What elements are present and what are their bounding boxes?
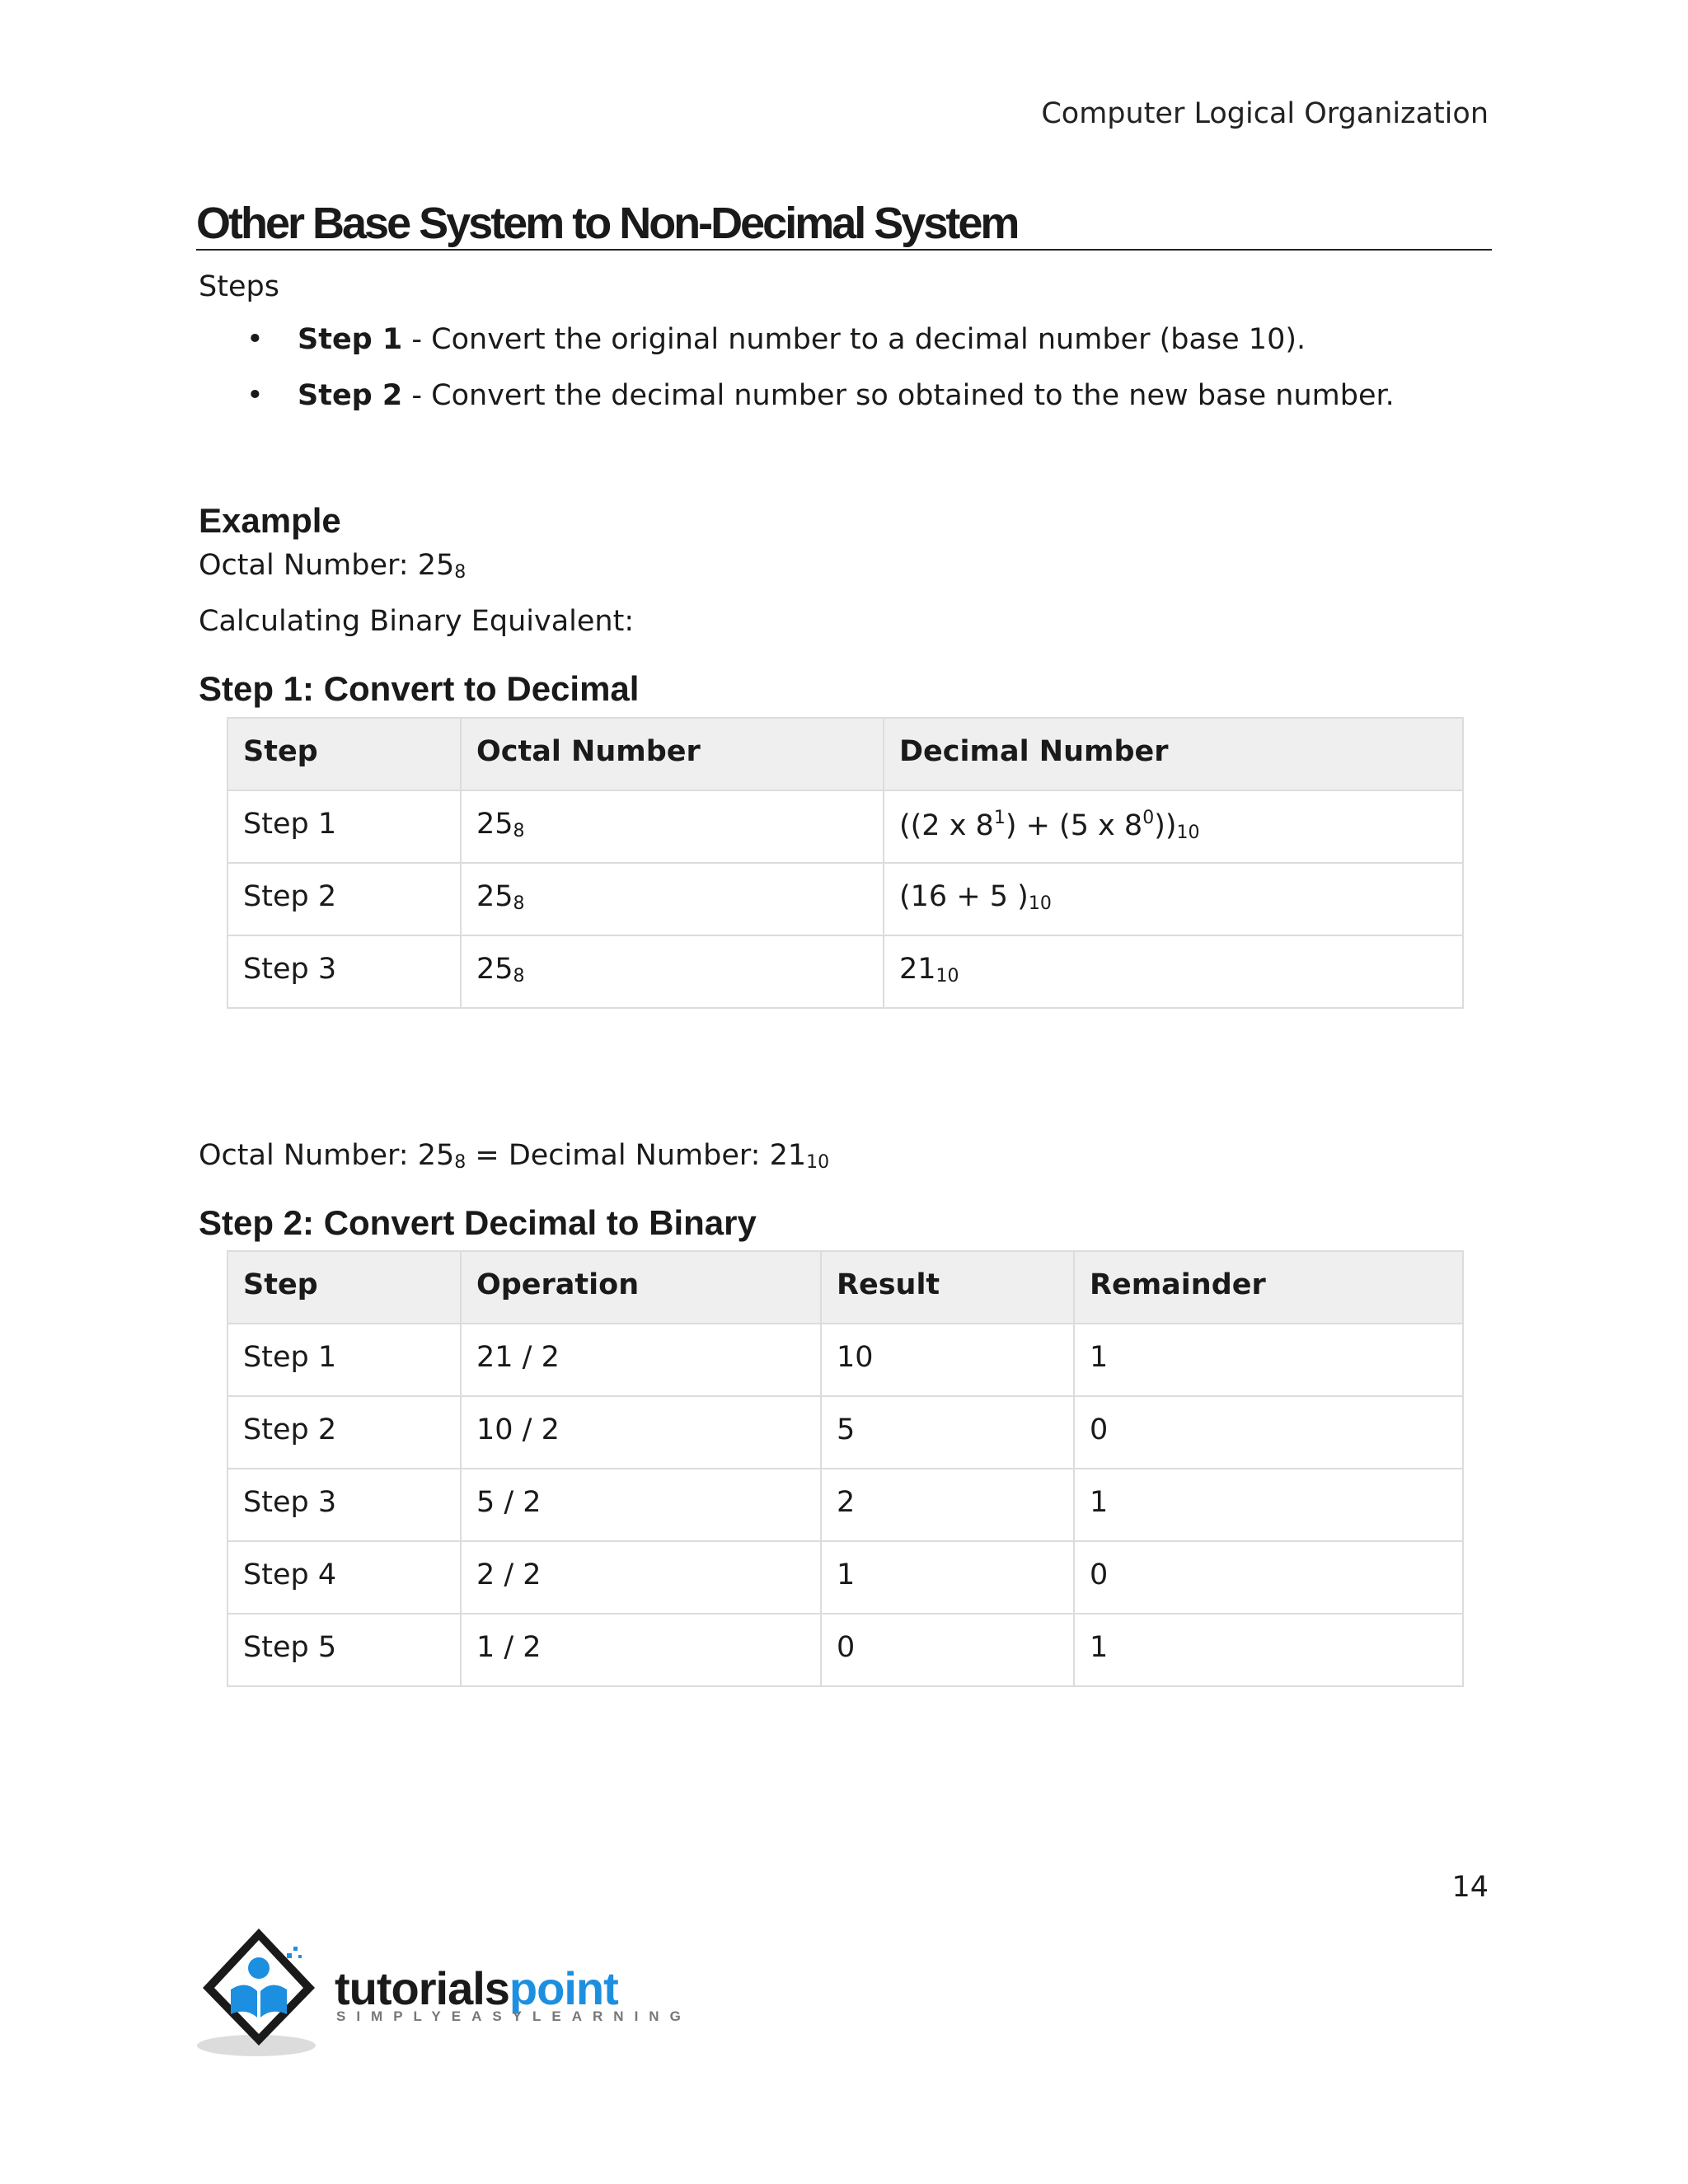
table-header-row bbox=[227, 718, 1463, 790]
table-row bbox=[227, 1396, 1463, 1469]
table-cell: 10 / 2 bbox=[461, 1396, 821, 1469]
table-row bbox=[227, 863, 1463, 935]
table-cell: Step 5 bbox=[227, 1614, 461, 1686]
table-header-row bbox=[227, 1251, 1463, 1324]
logo-emblem-icon bbox=[195, 1920, 335, 2069]
step-text: - Convert the decimal number so obtained to the new base number. bbox=[402, 379, 1395, 412]
column-header: Remainder bbox=[1074, 1251, 1463, 1324]
page-heading: Other Base System to Non-Decimal System bbox=[196, 198, 1492, 251]
table-cell: 2 bbox=[821, 1469, 1074, 1541]
table-cell: 10 bbox=[821, 1324, 1074, 1396]
tutorialspoint-logo bbox=[195, 1920, 692, 2069]
decimal-cell: ((2 x $8^1) + (5$ x $8^0))_{10}$ bbox=[884, 790, 1463, 863]
column-header: Octal Number bbox=[461, 718, 884, 790]
table-cell: Step 2 bbox=[227, 1396, 461, 1469]
column-header: Decimal Number bbox=[884, 718, 1463, 790]
list-item bbox=[199, 377, 1395, 434]
decimal-cell: (16 + 5 )$_{10}$ bbox=[884, 863, 1463, 935]
table-row bbox=[227, 1614, 1463, 1686]
octal-number-text: Octal Number: 25 bbox=[199, 549, 455, 582]
running-header: Computer Logical Organization bbox=[1041, 97, 1489, 130]
table-cell: 0 bbox=[1074, 1541, 1463, 1614]
table-cell: 21 / 2 bbox=[461, 1324, 821, 1396]
column-header: Operation bbox=[461, 1251, 821, 1324]
bullet-icon: • bbox=[246, 323, 264, 356]
page-number: 14 bbox=[1451, 1871, 1489, 1904]
column-header: Result bbox=[821, 1251, 1074, 1324]
step-cell: Step 1 bbox=[227, 790, 461, 863]
steps-list bbox=[199, 321, 1395, 434]
table-cell: 0 bbox=[1074, 1396, 1463, 1469]
conversion-summary: Octal Number: $25_8$ = Decimal Number: $21_{10}$ bbox=[199, 1139, 830, 1173]
logo-wordmark: tutorialspoint bbox=[335, 1962, 618, 2014]
binary-conversion-table bbox=[227, 1250, 1464, 1687]
table-cell: 1 bbox=[1074, 1614, 1463, 1686]
example-heading: Example bbox=[199, 501, 341, 540]
octal-cell: $25_8$ bbox=[461, 863, 884, 935]
octal-number-line bbox=[199, 547, 466, 591]
table-cell: 2 / 2 bbox=[461, 1541, 821, 1614]
table-cell: 5 / 2 bbox=[461, 1469, 821, 1541]
step2-heading: Step 2: Convert Decimal to Binary bbox=[199, 1203, 757, 1242]
column-header: Step bbox=[227, 718, 461, 790]
table-row bbox=[227, 1469, 1463, 1541]
table-row bbox=[227, 790, 1463, 863]
octal-cell: $25_8$ bbox=[461, 935, 884, 1008]
step-cell: Step 2 bbox=[227, 863, 461, 935]
table-cell: 1 / 2 bbox=[461, 1614, 821, 1686]
bullet-icon: • bbox=[246, 379, 264, 412]
step-label: Step 1 bbox=[298, 323, 403, 356]
steps-label: Steps bbox=[199, 270, 279, 303]
step-label: Step 2 bbox=[298, 379, 403, 412]
table-row bbox=[227, 935, 1463, 1008]
step1-heading: Step 1: Convert to Decimal bbox=[199, 669, 640, 708]
table-row bbox=[227, 1324, 1463, 1396]
step-text: - Convert the original number to a decimal number (base 10). bbox=[402, 323, 1306, 356]
table-cell: 5 bbox=[821, 1396, 1074, 1469]
column-header: Step bbox=[227, 1251, 461, 1324]
table-cell: 1 bbox=[821, 1541, 1074, 1614]
octal-cell: $25_8$ bbox=[461, 790, 884, 863]
decimal-cell: $21_{10}$ bbox=[884, 935, 1463, 1008]
table-cell: 0 bbox=[821, 1614, 1074, 1686]
table-cell: Step 1 bbox=[227, 1324, 461, 1396]
table-cell: 1 bbox=[1074, 1469, 1463, 1541]
table-cell: Step 3 bbox=[227, 1469, 461, 1541]
list-item bbox=[199, 321, 1395, 377]
base-subscript: 8 bbox=[454, 562, 467, 583]
logo-tagline: SIMPLYEASYLEARNING bbox=[336, 2008, 692, 2024]
table-cell: Step 4 bbox=[227, 1541, 461, 1614]
step-cell: Step 3 bbox=[227, 935, 461, 1008]
table-row bbox=[227, 1541, 1463, 1614]
calc-label: Calculating Binary Equivalent: bbox=[199, 605, 635, 638]
table-cell: 1 bbox=[1074, 1324, 1463, 1396]
decimal-conversion-table bbox=[227, 717, 1464, 1009]
